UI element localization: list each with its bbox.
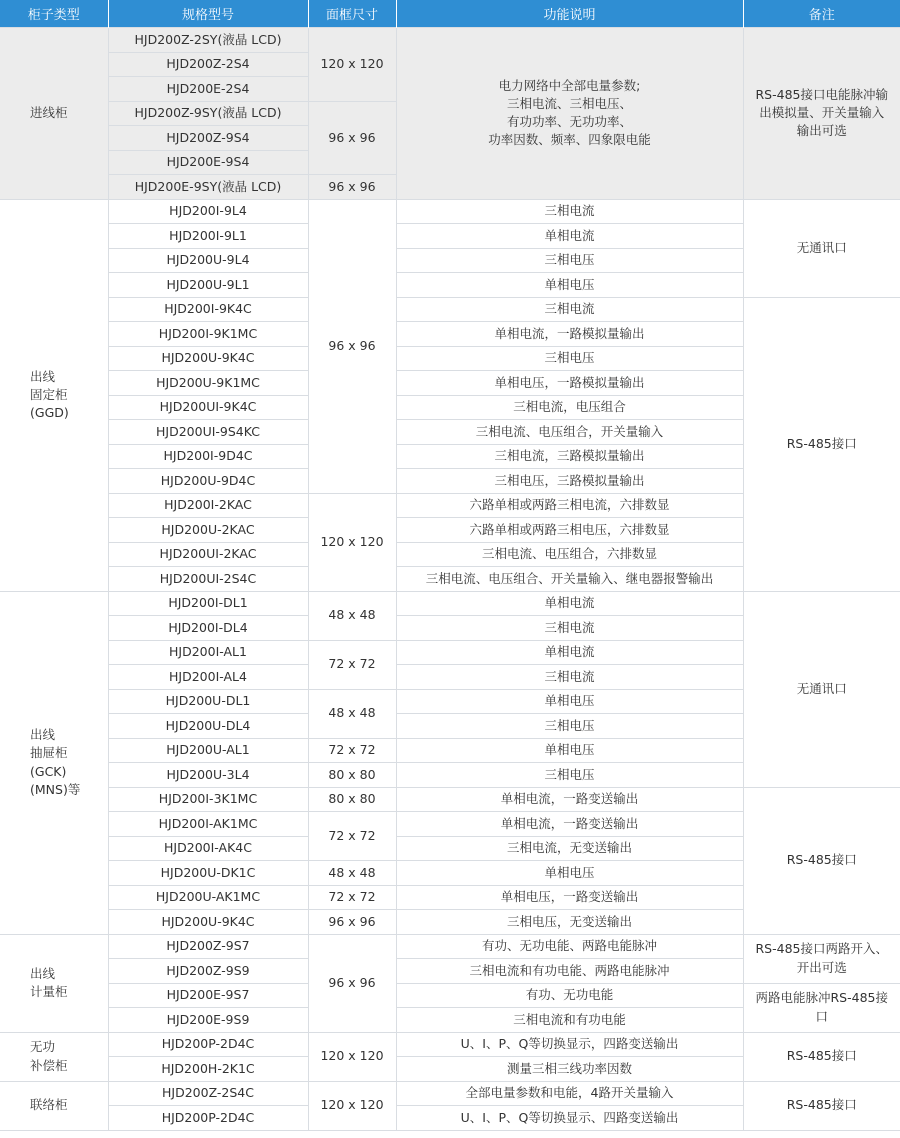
model-cell: HJD200UI-9S4KC — [108, 420, 308, 445]
model-cell: HJD200UI-2S4C — [108, 567, 308, 592]
remarks-cell: 两路电能脉冲RS-485接口 — [743, 983, 900, 1032]
table-row — [0, 591, 900, 616]
size-cell: 120 x 120 — [308, 1081, 396, 1130]
cabinet-type — [0, 1032, 108, 1081]
model-cell: HJD200I-AL1 — [108, 640, 308, 665]
model-cell: HJD200Z-9S9 — [108, 959, 308, 984]
size-cell: 48 x 48 — [308, 861, 396, 886]
model-cell: HJD200I-AK1MC — [108, 812, 308, 837]
type-line: 抽屉柜 — [30, 745, 68, 761]
size-cell: 72 x 72 — [308, 738, 396, 763]
function-cell: 有功、无功电能 — [396, 983, 743, 1008]
size-cell: 48 x 48 — [308, 591, 396, 640]
model-cell: HJD200I-3K1MC — [108, 787, 308, 812]
function-cell: 三相电流和有功电能、两路电能脉冲 — [396, 959, 743, 984]
model-cell: HJD200U-9L1 — [108, 273, 308, 298]
cabinet-type — [0, 591, 108, 934]
model-cell: HJD200U-9K4C — [108, 910, 308, 935]
model-cell: HJD200P-2D4C — [108, 1032, 308, 1057]
function-cell: 三相电压，三路模拟量输出 — [396, 469, 743, 494]
function-line: 有功功率、无功功率、 — [506, 114, 632, 130]
type-line: 固定柜 — [30, 386, 68, 402]
model-cell: HJD200UI-9K4C — [108, 395, 308, 420]
function-cell: 单相电流，一路变送输出 — [396, 812, 743, 837]
function-cell: 三相电流，无变送输出 — [396, 836, 743, 861]
size-cell: 80 x 80 — [308, 763, 396, 788]
remarks-cell: RS-485接口 — [743, 1032, 900, 1081]
remarks-cell: RS-485接口 — [743, 297, 900, 591]
size-cell: 72 x 72 — [308, 885, 396, 910]
model-cell: HJD200I-9D4C — [108, 444, 308, 469]
header-cabinet-type: 柜子类型 — [0, 0, 108, 28]
function-cell — [396, 28, 743, 200]
size-cell: 72 x 72 — [308, 640, 396, 689]
model-cell: HJD200Z-9S7 — [108, 934, 308, 959]
remarks-cell: RS-485接口电能脉冲输出模拟量、开关量输入输出可选 — [743, 28, 900, 200]
model-cell: HJD200E-9SY(液晶 LCD) — [108, 175, 308, 200]
model-cell: HJD200Z-2S4 — [108, 52, 308, 77]
function-cell: 三相电流 — [396, 616, 743, 641]
model-cell: HJD200I-2KAC — [108, 493, 308, 518]
function-cell: 三相电流 — [396, 665, 743, 690]
table-row — [0, 1081, 900, 1106]
function-cell: 三相电流 — [396, 297, 743, 322]
table-row — [0, 787, 900, 812]
remarks-cell: RS-485接口 — [743, 1081, 900, 1130]
size-cell: 120 x 120 — [308, 28, 396, 102]
model-cell: HJD200U-AK1MC — [108, 885, 308, 910]
function-cell: 三相电压 — [396, 763, 743, 788]
table-row — [0, 934, 900, 959]
function-cell: 单相电压 — [396, 689, 743, 714]
cabinet-type — [0, 199, 108, 591]
function-cell: 全部电量参数和电能，4路开关量输入 — [396, 1081, 743, 1106]
table-row — [0, 28, 900, 53]
type-line: (MNS)等 — [30, 781, 81, 797]
type-line: (GGD) — [30, 405, 69, 421]
model-cell: HJD200H-2K1C — [108, 1057, 308, 1082]
function-cell: 单相电压，一路变送输出 — [396, 885, 743, 910]
type-line: 出线 — [30, 727, 56, 743]
size-cell: 96 x 96 — [308, 910, 396, 935]
remarks-cell: 无通讯口 — [743, 591, 900, 787]
function-cell: 单相电流 — [396, 640, 743, 665]
function-cell: 三相电流、电压组合，开关量输入 — [396, 420, 743, 445]
function-line: 三相电流、三相电压、 — [506, 96, 632, 112]
table-row — [0, 1032, 900, 1057]
function-cell: 三相电压，无变送输出 — [396, 910, 743, 935]
header-row — [0, 0, 900, 28]
function-cell: 单相电流，一路模拟量输出 — [396, 322, 743, 347]
model-cell: HJD200E-9S7 — [108, 983, 308, 1008]
model-cell: HJD200Z-2SY(液晶 LCD) — [108, 28, 308, 53]
size-cell: 96 x 96 — [308, 175, 396, 200]
model-cell: HJD200U-9D4C — [108, 469, 308, 494]
type-line: 补偿柜 — [30, 1057, 68, 1073]
model-cell: HJD200I-AL4 — [108, 665, 308, 690]
model-cell: HJD200U-AL1 — [108, 738, 308, 763]
function-cell: 单相电压 — [396, 738, 743, 763]
function-cell: 三相电流，电压组合 — [396, 395, 743, 420]
size-cell: 96 x 96 — [308, 199, 396, 493]
model-cell: HJD200I-AK4C — [108, 836, 308, 861]
remarks-cell: 无通讯口 — [743, 199, 900, 297]
header-frame-size: 面框尺寸 — [308, 0, 396, 28]
model-cell: HJD200Z-9S4 — [108, 126, 308, 151]
remarks-cell: RS-485接口两路开入、开出可选 — [743, 934, 900, 983]
function-cell: 单相电压 — [396, 861, 743, 886]
size-cell: 80 x 80 — [308, 787, 396, 812]
model-cell: HJD200E-9S9 — [108, 1008, 308, 1033]
type-line: 计量柜 — [30, 984, 68, 999]
size-cell: 48 x 48 — [308, 689, 396, 738]
model-cell: HJD200I-9K4C — [108, 297, 308, 322]
model-cell: HJD200U-DL1 — [108, 689, 308, 714]
function-cell: 六路单相或两路三相电流，六排数显 — [396, 493, 743, 518]
remarks-cell: RS-485接口 — [743, 787, 900, 934]
function-cell: 三相电压 — [396, 248, 743, 273]
cabinet-type: 进线柜 — [0, 28, 108, 200]
table-row — [0, 983, 900, 1008]
function-cell: 三相电压 — [396, 714, 743, 739]
cabinet-type: 联络柜 — [0, 1081, 108, 1130]
type-line: (GCK) — [30, 763, 67, 779]
function-cell: U、I、P、Q等切换显示、四路变送输出 — [396, 1106, 743, 1131]
size-cell: 120 x 120 — [308, 493, 396, 591]
function-cell: 三相电流，三路模拟量输出 — [396, 444, 743, 469]
model-cell: HJD200U-9K1MC — [108, 371, 308, 396]
cabinet-type — [0, 934, 108, 1032]
size-cell: 96 x 96 — [308, 934, 396, 1032]
type-line: 出线 — [30, 368, 56, 384]
model-cell: HJD200I-9L4 — [108, 199, 308, 224]
function-cell: 三相电流 — [396, 199, 743, 224]
table-row — [0, 199, 900, 224]
model-cell: HJD200U-DK1C — [108, 861, 308, 886]
model-cell: HJD200I-DL4 — [108, 616, 308, 641]
header-function: 功能说明 — [396, 0, 743, 28]
function-cell: U、I、P、Q等切换显示，四路变送输出 — [396, 1032, 743, 1057]
function-cell: 有功、无功电能、两路电能脉冲 — [396, 934, 743, 959]
function-cell: 单相电流，一路变送输出 — [396, 787, 743, 812]
table-row — [0, 297, 900, 322]
function-cell: 单相电压，一路模拟量输出 — [396, 371, 743, 396]
function-cell: 六路单相或两路三相电压，六排数显 — [396, 518, 743, 543]
function-cell: 三相电流、电压组合、开关量输入、继电器报警输出 — [396, 567, 743, 592]
model-cell: HJD200U-3L4 — [108, 763, 308, 788]
function-cell: 三相电压 — [396, 346, 743, 371]
function-cell: 单相电流 — [396, 224, 743, 249]
model-cell: HJD200U-DL4 — [108, 714, 308, 739]
function-cell: 单相电流 — [396, 591, 743, 616]
function-cell: 单相电压 — [396, 273, 743, 298]
model-cell: HJD200U-9L4 — [108, 248, 308, 273]
function-cell: 三相电流和有功电能 — [396, 1008, 743, 1033]
function-cell: 测量三相三线功率因数 — [396, 1057, 743, 1082]
size-cell: 120 x 120 — [308, 1032, 396, 1081]
model-cell: HJD200I-9L1 — [108, 224, 308, 249]
size-cell: 96 x 96 — [308, 101, 396, 175]
model-cell: HJD200E-2S4 — [108, 77, 308, 102]
model-cell: HJD200UI-2KAC — [108, 542, 308, 567]
model-cell: HJD200Z-9SY(液晶 LCD) — [108, 101, 308, 126]
model-cell: HJD200I-9K1MC — [108, 322, 308, 347]
model-cell: HJD200U-2KAC — [108, 518, 308, 543]
model-cell: HJD200E-9S4 — [108, 150, 308, 175]
header-remarks: 备注 — [743, 0, 900, 28]
function-line: 功率因数、频率、四象限电能 — [488, 132, 651, 148]
model-cell: HJD200P-2D4C — [108, 1106, 308, 1131]
function-line: 电力网络中全部电量参数; — [498, 78, 641, 93]
header-model: 规格型号 — [108, 0, 308, 28]
type-line: 出线 — [30, 965, 56, 981]
model-cell: HJD200Z-2S4C — [108, 1081, 308, 1106]
model-cell: HJD200U-9K4C — [108, 346, 308, 371]
model-cell: HJD200I-DL1 — [108, 591, 308, 616]
function-cell: 三相电流、电压组合，六排数显 — [396, 542, 743, 567]
size-cell: 72 x 72 — [308, 812, 396, 861]
type-line: 无功 — [30, 1039, 56, 1055]
